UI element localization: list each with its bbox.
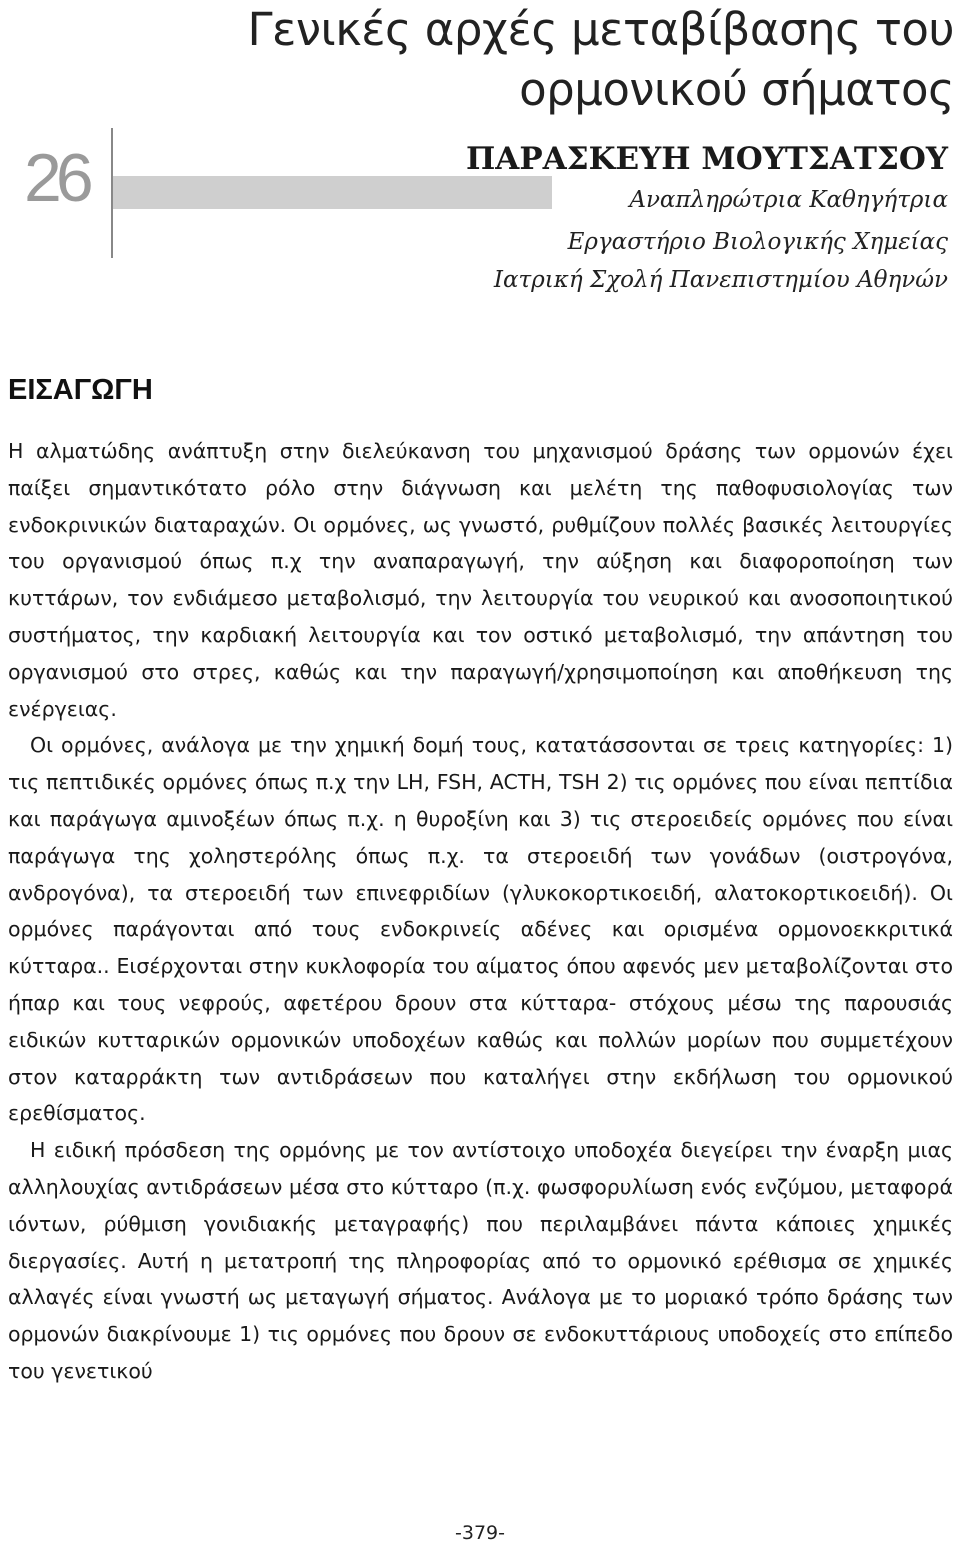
chapter-number: 26 <box>24 140 88 216</box>
author-institution: Ιατρική Σχολή Πανεπιστημίου Αθηνών <box>493 267 948 293</box>
body-text <box>8 433 953 1390</box>
paragraph: Η αλματώδης ανάπτυξη στην διελεύκανση του μηχανισμού δράσης των ορμονών έχει παίξει σημαντικότατο ρόλο στην διάγνωση και μελέτη της παθοφυσιολογίας των ενδοκρινικών διαταραχών. Οι ορμόνες, ως γνωστό, ρυθμίζουν πολλές βασικές λειτουργίες του οργανισμού όπως π.χ την αναπαραγωγή, την αύξηση και διαφοροποίηση των κυττάρων, τον ενδιάμεσο μεταβολισμό, την λειτουργία του νευρικού και ανοσοποιητικού συστήματος, την καρδιακή λειτουργία και τον οστικό μεταβολισμό, την απάντηση του οργανισμού στο στρες, καθώς και την παραγωγή/χρησιμοποίηση και αποθήκευση της ενέργειας. <box>8 439 953 721</box>
chapter-title-line-2: ορμονικού σήματος <box>519 63 954 116</box>
author-name: ΠΑΡΑΣΚΕΥΗ ΜΟΥΤΣΑΤΣΟΥ <box>466 141 948 177</box>
chapter-title-line-1: Γενικές αρχές μεταβίβασης του <box>247 3 954 56</box>
paragraph: Οι ορμόνες, ανάλογα με την χημική δομή τους, κατατάσσονται σε τρεις κατηγορίες: 1) τις πεπτιδικές ορμόνες όπως π.χ την LH, FSH, ACTH, TSH 2) τις ορμόνες που είναι πεπτίδια και παράγωγα αμινοξέων όπως π.χ. η θυροξίνη και 3) τις στεροειδείς ορμόνες που είναι παράγωγα της χοληστερόλης όπως π.χ. τα στεροειδή των γονάδων (οιστρογόνα, ανδρογόνα), τα στεροειδή των επινεφριδίων (γλυκοκορτικοειδή, αλατοκορτικοειδή). Οι ορμόνες παράγονται από τους ενδοκρινείς αδένες και ορισμένα ορμονοεκκριτικά κύτταρα.. Εισέρχονται στην κυκλοφορία του αίματος όπου αφενός μεν μεταβολίζονται στο ήπαρ και τους νεφρούς, αφετέρου δρουν στα κύτταρα- στόχους μέσω της παρουσιάς ειδικών κυτταρικών ορμονικών υποδοχέων καθώς και πολλών μορίων που συμμετέχουν στον καταρράκτη των αντιδράσεων που καταλήγει στην εκδήλωση του ορμονικού ερεθίσματος. <box>8 733 953 1126</box>
section-heading: ΕΙΣΑΓΩΓΗ <box>8 374 153 406</box>
chapter-title <box>14 0 954 120</box>
page-number: -379- <box>455 1522 505 1544</box>
author-position: Αναπληρώτρια Καθηγήτρια <box>629 187 948 213</box>
author-laboratory: Εργαστήριο Βιολογικής Χημείας <box>567 229 948 255</box>
vertical-divider <box>111 128 113 258</box>
paragraph: Η ειδική πρόσδεση της ορμόνης με τον αντίστοιχο υποδοχέα διεγείρει την έναρξη μιας αλληλουχίας αντιδράσεων μέσα στο κύτταρο (π.χ. φωσφορυλίωση ενός ενζύμου, μεταφορά ιόντων, ρύθμιση γονιδιακής μεταγραφής) που περιλαμβάνει πάντα κάποιες χημικές διεργασίες. Αυτή η μετατροπή της πληροφορίας από το ορμονικό ερέθισμα σε χημικές αλλαγές είναι γνωστή ως μεταγωγή σήματος. Ανάλογα με το μοριακό τρόπο δράσης των ορμονών διακρίνουμε 1) τις ορμόνες που δρουν σε ενδοκυττάριους υποδοχείς στο επίπεδο του γενετικού <box>8 1138 953 1383</box>
